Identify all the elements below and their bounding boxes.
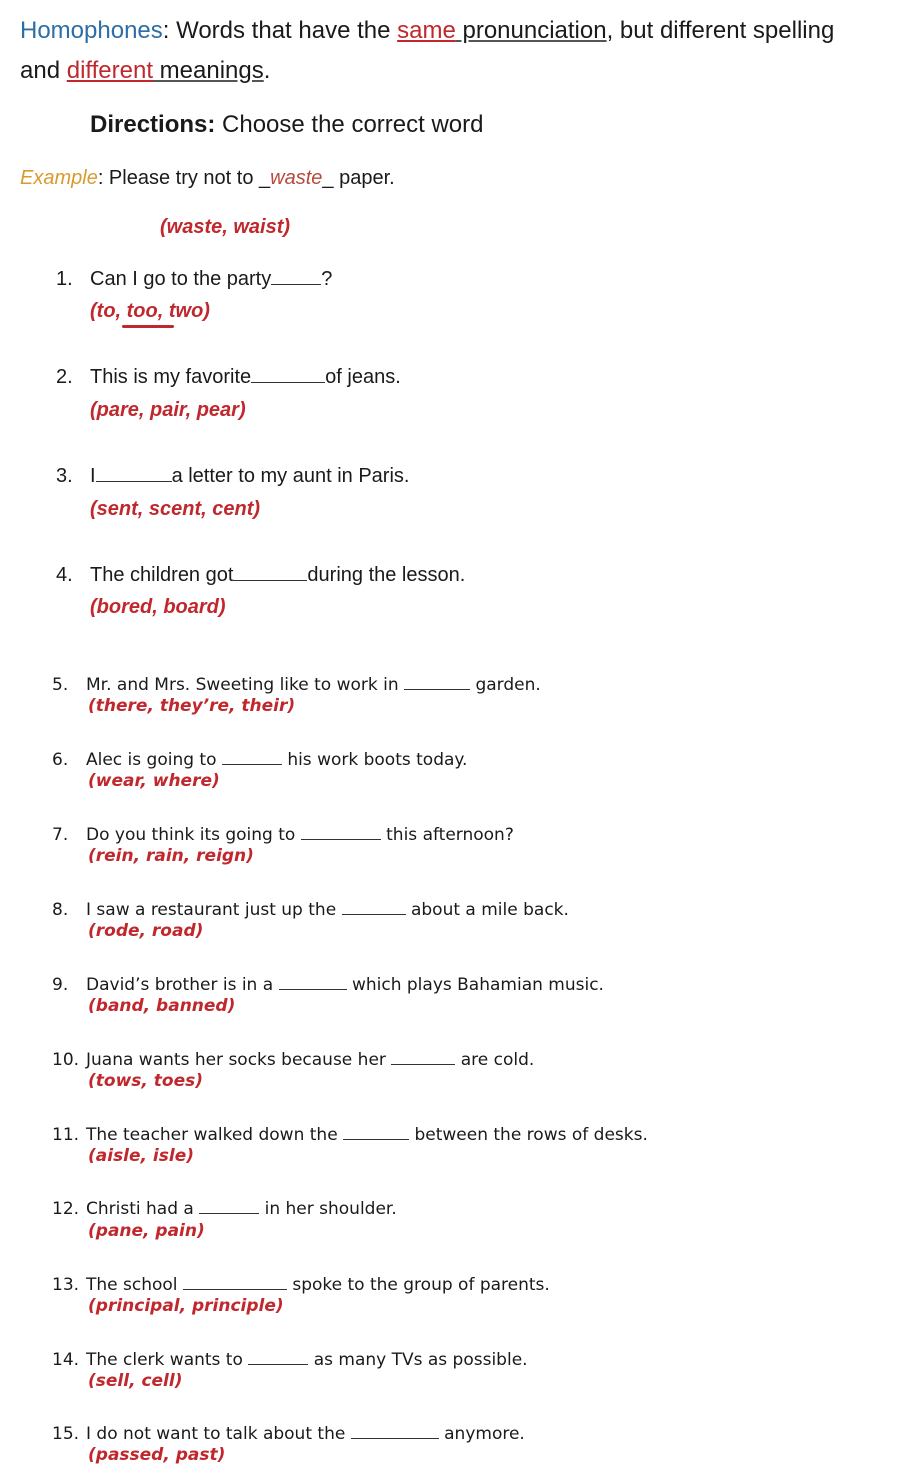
question-text-before: Can I go to the party bbox=[90, 268, 272, 290]
definition-text-1: Words that have the bbox=[169, 17, 398, 44]
question-text-after: his work boots today. bbox=[287, 750, 468, 770]
question-13-options: (principal, principle) bbox=[88, 1296, 284, 1316]
question-8 bbox=[52, 896, 569, 921]
question-number: 4. bbox=[56, 564, 73, 586]
question-3 bbox=[56, 463, 409, 489]
question-9-options: (band, banned) bbox=[88, 996, 236, 1016]
question-8-options: (rode, road) bbox=[88, 921, 204, 941]
question-text-after: during the lesson. bbox=[307, 564, 466, 586]
question-text-before: Juana wants her socks because her bbox=[86, 1050, 386, 1070]
question-text-after: a letter to my aunt in Paris. bbox=[171, 465, 410, 487]
question-14 bbox=[52, 1346, 528, 1371]
definition-text-2: , but different spelling bbox=[606, 17, 835, 44]
term-homophones: Homophones bbox=[20, 17, 163, 44]
answer-blank[interactable] bbox=[391, 1046, 455, 1065]
word-meanings: meanings bbox=[153, 57, 264, 84]
question-5-options: (there, they’re, their) bbox=[88, 696, 296, 716]
question-7 bbox=[52, 821, 514, 846]
answer-blank[interactable] bbox=[251, 364, 325, 383]
answer-blank[interactable] bbox=[222, 746, 282, 765]
question-10 bbox=[52, 1046, 534, 1071]
question-number: 7. bbox=[52, 825, 69, 845]
question-number: 15. bbox=[52, 1424, 80, 1444]
definition-period: . bbox=[263, 57, 271, 84]
question-6 bbox=[52, 746, 467, 771]
question-12-options: (pane, pain) bbox=[88, 1221, 205, 1241]
question-text-before: Mr. and Mrs. Sweeting like to work in bbox=[86, 675, 399, 695]
question-5 bbox=[52, 671, 541, 696]
question-text-before: The school bbox=[86, 1275, 178, 1295]
answer-blank[interactable] bbox=[248, 1346, 308, 1365]
answer-blank[interactable] bbox=[343, 1121, 409, 1140]
question-text-after: anymore. bbox=[444, 1424, 525, 1444]
question-14-options: (sell, cell) bbox=[88, 1371, 183, 1391]
question-9 bbox=[52, 971, 604, 996]
answer-blank[interactable] bbox=[183, 1271, 287, 1290]
question-text-before: I do not want to talk about the bbox=[86, 1424, 346, 1444]
example-before: Please try not to _ bbox=[103, 167, 271, 189]
word-different: different bbox=[66, 57, 154, 84]
question-text-after: in her shoulder. bbox=[264, 1199, 397, 1219]
question-13 bbox=[52, 1271, 550, 1296]
question-number: 8. bbox=[52, 900, 69, 920]
question-text-before: David’s brother is in a bbox=[86, 975, 274, 995]
question-15 bbox=[52, 1420, 525, 1445]
question-text-after: this afternoon? bbox=[386, 825, 514, 845]
word-same: same bbox=[397, 17, 456, 44]
answer-blank[interactable] bbox=[404, 671, 470, 690]
word-pronunciation: pronunciation bbox=[455, 17, 607, 44]
definition-line-1 bbox=[20, 16, 834, 46]
word-and: and bbox=[20, 57, 67, 84]
question-number: 12. bbox=[52, 1199, 80, 1219]
question-text-after: garden. bbox=[475, 675, 541, 695]
question-number: 13. bbox=[52, 1275, 80, 1295]
question-4-options: (bored, board) bbox=[90, 596, 226, 618]
answer-blank[interactable] bbox=[279, 971, 347, 990]
question-1 bbox=[56, 266, 332, 292]
answer-blank[interactable] bbox=[233, 562, 307, 581]
question-number: 3. bbox=[56, 465, 73, 487]
question-text-before: I saw a restaurant just up the bbox=[86, 900, 337, 920]
question-15-options: (passed, past) bbox=[88, 1445, 226, 1465]
example-line bbox=[20, 165, 395, 191]
question-text-before: Do you think its going to bbox=[86, 825, 296, 845]
question-text-after: of jeans. bbox=[325, 366, 401, 388]
answer-blank[interactable] bbox=[96, 463, 172, 482]
question-number: 1. bbox=[56, 268, 73, 290]
term-colon: : bbox=[162, 17, 170, 44]
question-4 bbox=[56, 562, 465, 588]
question-text-after: ? bbox=[321, 268, 333, 290]
question-2-options: (pare, pair, pear) bbox=[90, 399, 246, 421]
example-answer: waste bbox=[270, 167, 323, 189]
question-6-options: (wear, where) bbox=[88, 771, 220, 791]
directions-text: Choose the correct word bbox=[215, 111, 484, 138]
question-3-options: (sent, scent, cent) bbox=[90, 498, 261, 520]
question-text-before: Christi had a bbox=[86, 1199, 194, 1219]
question-text-after: about a mile back. bbox=[410, 900, 569, 920]
question-number: 9. bbox=[52, 975, 69, 995]
question-text-before: The teacher walked down the bbox=[86, 1125, 338, 1145]
question-1-options: (to, too, two) bbox=[90, 300, 210, 322]
question-text-before: This is my favorite bbox=[90, 366, 252, 388]
question-2 bbox=[56, 364, 401, 390]
question-text-after: between the rows of desks. bbox=[414, 1125, 648, 1145]
answer-blank[interactable] bbox=[351, 1420, 439, 1439]
spellcheck-squiggle bbox=[122, 325, 174, 328]
question-number: 14. bbox=[52, 1350, 80, 1370]
question-10-options: (tows, toes) bbox=[88, 1071, 203, 1091]
answer-blank[interactable] bbox=[199, 1195, 259, 1214]
example-options: (waste, waist) bbox=[160, 216, 291, 238]
question-12 bbox=[52, 1195, 397, 1220]
question-text-after: as many TVs as possible. bbox=[313, 1350, 528, 1370]
question-text-after: spoke to the group of parents. bbox=[292, 1275, 550, 1295]
question-number: 6. bbox=[52, 750, 69, 770]
question-number: 10. bbox=[52, 1050, 80, 1070]
question-number: 2. bbox=[56, 366, 73, 388]
example-after: _ paper. bbox=[322, 167, 395, 189]
question-text-after: are cold. bbox=[460, 1050, 535, 1070]
answer-blank[interactable] bbox=[301, 821, 381, 840]
question-number: 11. bbox=[52, 1125, 80, 1145]
definition-line-2 bbox=[20, 56, 270, 86]
directions-label: Directions: bbox=[90, 111, 216, 138]
question-number: 5. bbox=[52, 675, 69, 695]
question-text-before: The children got bbox=[90, 564, 234, 586]
question-text-before: The clerk wants to bbox=[86, 1350, 243, 1370]
answer-blank[interactable] bbox=[271, 266, 321, 285]
directions bbox=[90, 110, 483, 140]
example-label: Example bbox=[20, 167, 98, 189]
question-text-before: Alec is going to bbox=[86, 750, 217, 770]
question-7-options: (rein, rain, reign) bbox=[88, 846, 254, 866]
question-11 bbox=[52, 1121, 648, 1146]
question-11-options: (aisle, isle) bbox=[88, 1146, 194, 1166]
question-text-before: I bbox=[90, 465, 96, 487]
answer-blank[interactable] bbox=[342, 896, 406, 915]
example-colon: : bbox=[97, 167, 104, 189]
question-text-after: which plays Bahamian music. bbox=[351, 975, 604, 995]
